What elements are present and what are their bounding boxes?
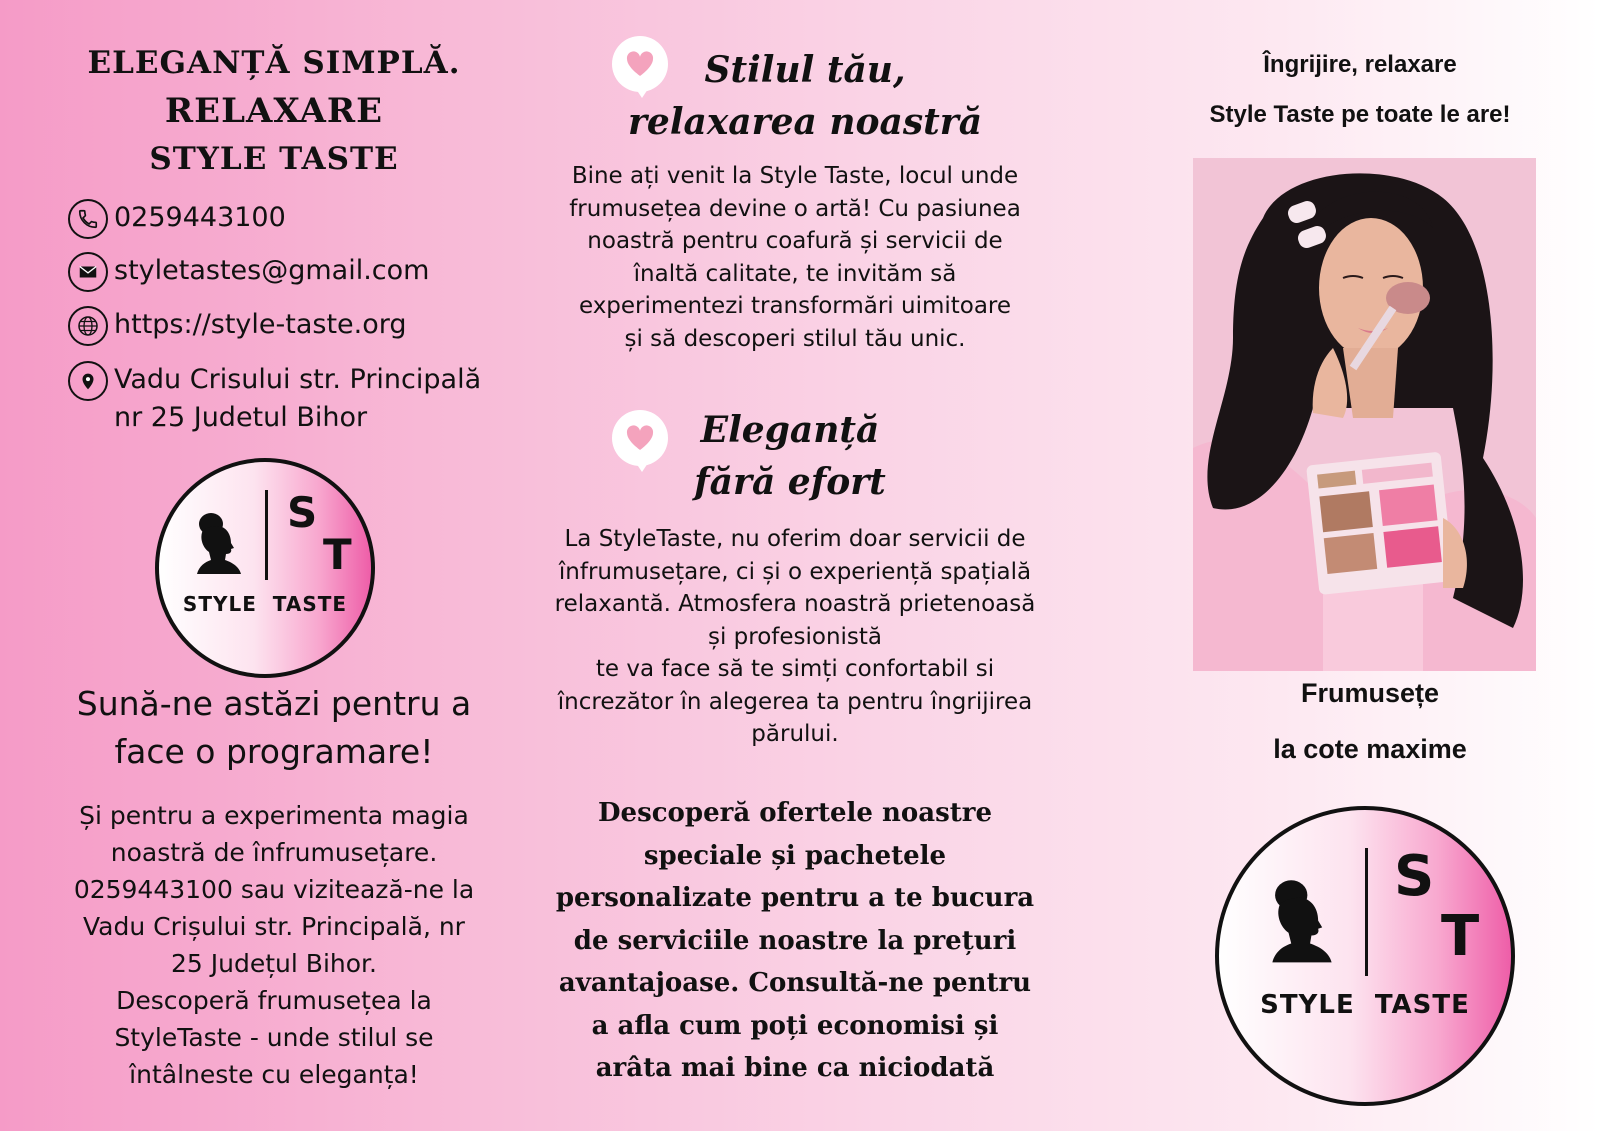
body-line: părului.: [751, 721, 839, 747]
contact-website[interactable]: [68, 306, 407, 346]
address-line-2: nr 25 Judetul Bihor: [114, 402, 368, 433]
contact-website-text: https://style-taste.org: [114, 309, 407, 340]
section2-title-line-2: fără efort: [694, 461, 886, 503]
logo-name: [159, 592, 371, 616]
paragraph-line: Descoperă frumusețea la: [116, 986, 432, 1015]
logo-name-taste: TASTE: [272, 592, 348, 616]
contact-email-text: styletastes@gmail.com: [114, 255, 430, 286]
location-icon: [68, 361, 108, 401]
offer-line: de serviciile noastre la prețuri: [573, 925, 1017, 956]
body-line: te va face să te simți confortabil si: [595, 656, 995, 682]
logo-name-style: STYLE: [182, 592, 257, 616]
right-top-line-1: Îngrijire, relaxare: [1263, 51, 1457, 78]
right-top-text: [1150, 40, 1570, 140]
contact-email[interactable]: [68, 252, 429, 292]
body-line: frumusețea devine o artă! Cu pasiunea: [569, 195, 1021, 222]
offer-text: [530, 792, 1060, 1090]
woman-silhouette-icon: [193, 510, 245, 578]
call-line-2: face o programare!: [114, 732, 434, 771]
logo-divider: [265, 490, 268, 580]
globe-icon: [68, 306, 108, 346]
right-bottom-line-1: Frumusețe: [1300, 678, 1440, 708]
paragraph-line: Vadu Crișului str. Principală, nr: [83, 912, 465, 941]
logo-letter-s: S: [287, 488, 318, 537]
body-line: și profesionistă: [707, 623, 883, 650]
offer-line: Descoperă ofertele noastre: [598, 798, 992, 828]
portrait-illustration: [1193, 158, 1536, 671]
body-line: înfrumusețare, ci și o experiență spațială: [558, 558, 1032, 585]
contact-phone[interactable]: [68, 199, 286, 239]
logo-letter-t: T: [323, 530, 352, 579]
paragraph-line: StyleTaste - unde stilul se: [114, 1023, 434, 1052]
address-line-1: Vadu Crisului str. Principală: [114, 364, 482, 395]
offer-line: arâta mai bine ca niciodată: [595, 1053, 995, 1083]
section2-title-line-1: Eleganță: [700, 409, 880, 451]
offer-line: personalizate pentru a te bucura: [555, 883, 1035, 913]
body-line: încrezător în alegerea ta pentru îngrijirea: [557, 688, 1033, 715]
left-panel: [0, 0, 548, 1131]
body-line: experimentezi transformări uimitoare: [578, 293, 1012, 319]
logo-name: [1219, 990, 1511, 1020]
body-line: noastră pentru coafură și servicii de: [587, 228, 1003, 254]
call-to-action: [0, 680, 548, 776]
body-line: relaxantă. Atmosfera noastră prietenoasă: [554, 591, 1036, 617]
paragraph-line: întâlneste cu eleganța!: [129, 1060, 419, 1089]
right-bottom-line-2: la cote maxime: [1273, 734, 1467, 764]
left-title-line-2: RELAXARE: [164, 91, 384, 131]
contact-address-text: [114, 361, 481, 437]
paragraph-line: noastră de înfrumusețare.: [110, 838, 438, 867]
body-line: și să descoperi stilul tău unic.: [624, 325, 966, 352]
section2-body: [525, 523, 1065, 751]
body-line: Bine ați venit la Style Taste, locul unde: [571, 163, 1019, 189]
logo-name-style: STYLE: [1260, 990, 1355, 1020]
body-line: înaltă calitate, te invităm să: [633, 260, 957, 287]
right-bottom-text: [1160, 665, 1580, 777]
logo-name-taste: TASTE: [1374, 990, 1470, 1020]
logo-divider: [1365, 848, 1368, 976]
left-title-line-3: STYLE TASTE: [149, 141, 399, 177]
section2-title: [640, 404, 940, 508]
call-line-1: Sună-ne astăzi pentru a: [76, 684, 472, 723]
offer-line: a afla cum poți economisi și: [591, 1010, 999, 1041]
section1-body: [535, 160, 1055, 355]
left-paragraph: [0, 797, 548, 1093]
paragraph-line: 25 Județul Bihor.: [171, 949, 377, 978]
section1-title: [560, 44, 1050, 148]
contact-address[interactable]: [68, 361, 481, 437]
paragraph-line: Și pentru a experimenta magia: [79, 801, 469, 830]
right-top-line-2: Style Taste pe toate le are!: [1209, 101, 1511, 128]
section1-title-line-2: relaxarea noastră: [627, 101, 983, 143]
logo-letter-s: S: [1394, 844, 1435, 909]
mail-icon: [68, 252, 108, 292]
offer-line: avantajoase. Consultă-ne pentru: [558, 968, 1032, 998]
left-title-line-1: ELEGANȚĂ SIMPLĂ.: [87, 45, 461, 81]
style-taste-logo-left: [155, 458, 375, 678]
contact-phone-text: 0259443100: [114, 202, 286, 233]
phone-icon: [68, 199, 108, 239]
paragraph-line: 0259443100 sau vizitează-ne la: [73, 875, 475, 904]
woman-applying-makeup-photo: [1193, 158, 1536, 671]
logo-letter-t: T: [1441, 904, 1480, 969]
woman-silhouette-icon: [1267, 876, 1337, 968]
style-taste-logo-right: [1215, 806, 1515, 1106]
body-line: La StyleTaste, nu oferim doar servicii de: [564, 526, 1026, 552]
section1-title-line-1: Stilul tău,: [704, 49, 906, 91]
offer-line: speciale și pachetele: [643, 840, 947, 871]
